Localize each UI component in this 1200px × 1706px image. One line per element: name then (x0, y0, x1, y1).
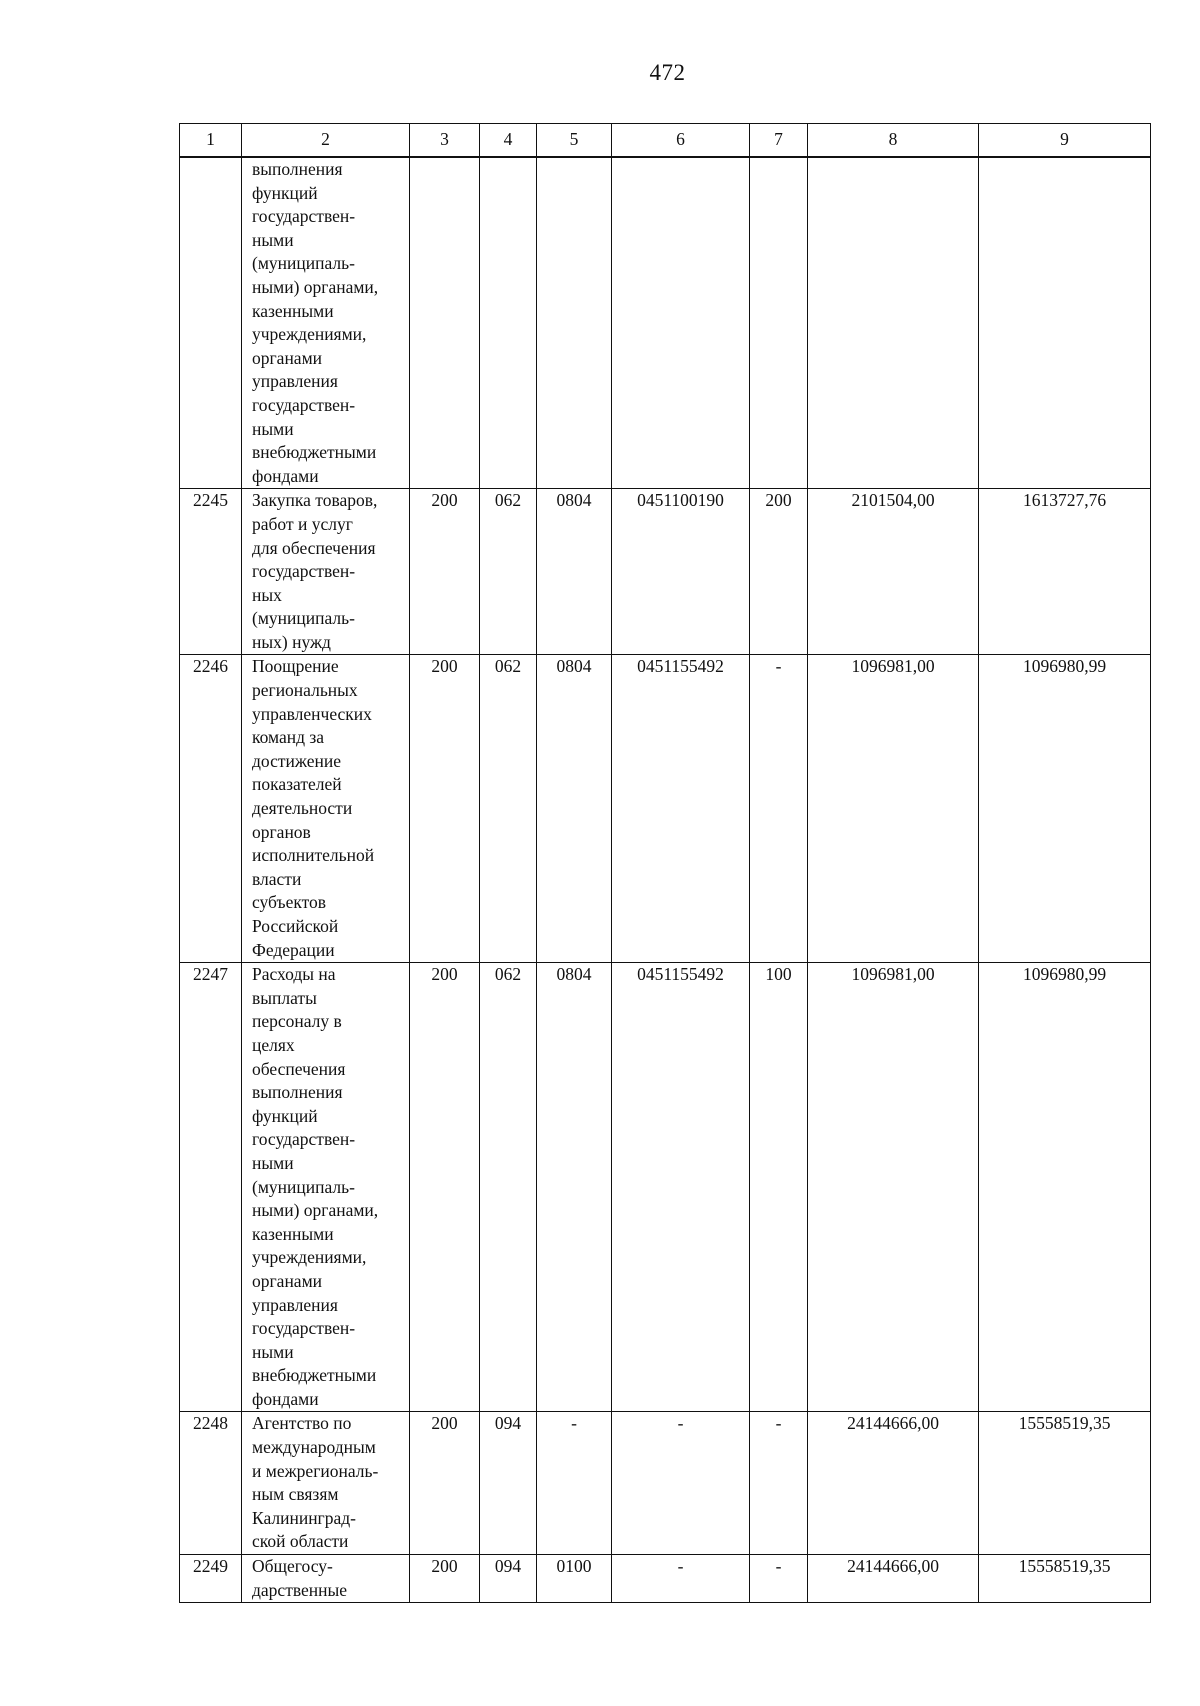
row-name (242, 963, 410, 1412)
cell-col4: 062 (480, 963, 537, 1412)
column-header: 1 (180, 124, 242, 158)
cell-col4: 062 (480, 489, 537, 655)
cell-col7: - (750, 1412, 808, 1555)
cell-col3: 200 (410, 655, 480, 963)
cell-col5: 0804 (537, 489, 612, 655)
cell-col3: 200 (410, 963, 480, 1412)
cell-col3 (410, 157, 480, 489)
row-name (242, 157, 410, 489)
cell-col8: 24144666,00 (808, 1555, 979, 1603)
cell-col6: 0451100190 (612, 489, 750, 655)
table-row (180, 1412, 1151, 1555)
cell-col8: 2101504,00 (808, 489, 979, 655)
cell-col6: - (612, 1555, 750, 1603)
cell-col3: 200 (410, 1412, 480, 1555)
cell-col4: 094 (480, 1555, 537, 1603)
column-header: 4 (480, 124, 537, 158)
row-name-text: Поощрение региональных управленческих команд за достижение показателей деятельности органов исполнительной власти субъектов Российской Федерации (252, 656, 375, 960)
cell-col3: 200 (410, 489, 480, 655)
row-number: 2249 (180, 1555, 242, 1603)
row-name-text: Закупка товаров, работ и услуг для обеспечения государствен- ных (муниципаль- ных) нужд (252, 490, 378, 652)
cell-col6: 0451155492 (612, 963, 750, 1412)
row-name (242, 655, 410, 963)
column-header: 9 (979, 124, 1151, 158)
column-header: 8 (808, 124, 979, 158)
row-name (242, 1412, 410, 1555)
cell-col6: 0451155492 (612, 655, 750, 963)
cell-col5 (537, 157, 612, 489)
cell-col9: 1613727,76 (979, 489, 1151, 655)
cell-col8: 24144666,00 (808, 1412, 979, 1555)
row-number: 2246 (180, 655, 242, 963)
cell-col4 (480, 157, 537, 489)
cell-col9 (979, 157, 1151, 489)
row-number: 2245 (180, 489, 242, 655)
table-row (180, 157, 1151, 489)
cell-col8: 1096981,00 (808, 963, 979, 1412)
row-number: 2247 (180, 963, 242, 1412)
row-name-text: Расходы на выплаты персоналу в целях обеспечения выполнения функций государствен- ными (муниципаль- ными) органами, казенными учреждениями, органами управления государствен- ными внебюджетными фондами (252, 964, 379, 1409)
cell-col5: 0100 (537, 1555, 612, 1603)
table-row (180, 1555, 1151, 1603)
row-name (242, 489, 410, 655)
cell-col7: - (750, 655, 808, 963)
row-name-text: Агентство по международным и межрегиональ- ным связям Калининград- ской области (252, 1413, 379, 1552)
cell-col4: 062 (480, 655, 537, 963)
cell-col9: 15558519,35 (979, 1555, 1151, 1603)
cell-col4: 094 (480, 1412, 537, 1555)
cell-col8 (808, 157, 979, 489)
cell-col3: 200 (410, 1555, 480, 1603)
cell-col7 (750, 157, 808, 489)
cell-col7: 200 (750, 489, 808, 655)
cell-col7: 100 (750, 963, 808, 1412)
cell-col8: 1096981,00 (808, 655, 979, 963)
row-name (242, 1555, 410, 1603)
cell-col5: 0804 (537, 963, 612, 1412)
cell-col5: - (537, 1412, 612, 1555)
column-header: 3 (410, 124, 480, 158)
column-header: 2 (242, 124, 410, 158)
column-header: 5 (537, 124, 612, 158)
table-row (180, 655, 1151, 963)
page-number: 472 (649, 60, 686, 85)
cell-col7: - (750, 1555, 808, 1603)
column-header: 7 (750, 124, 808, 158)
table-row (180, 489, 1151, 655)
budget-table (179, 123, 1151, 1603)
header-row (180, 124, 1151, 158)
row-name-text: выполнения функций государствен- ными (муниципаль- ными) органами, казенными учреждениями, органами управления государствен- ными внебюджетными фондами (252, 159, 379, 486)
row-number (180, 157, 242, 489)
cell-col6: - (612, 1412, 750, 1555)
row-name-text: Общегосу- дарственные (252, 1556, 348, 1600)
table-row (180, 963, 1151, 1412)
cell-col5: 0804 (537, 655, 612, 963)
cell-col9: 15558519,35 (979, 1412, 1151, 1555)
cell-col9: 1096980,99 (979, 963, 1151, 1412)
cell-col6 (612, 157, 750, 489)
row-number: 2248 (180, 1412, 242, 1555)
cell-col9: 1096980,99 (979, 655, 1151, 963)
column-header: 6 (612, 124, 750, 158)
